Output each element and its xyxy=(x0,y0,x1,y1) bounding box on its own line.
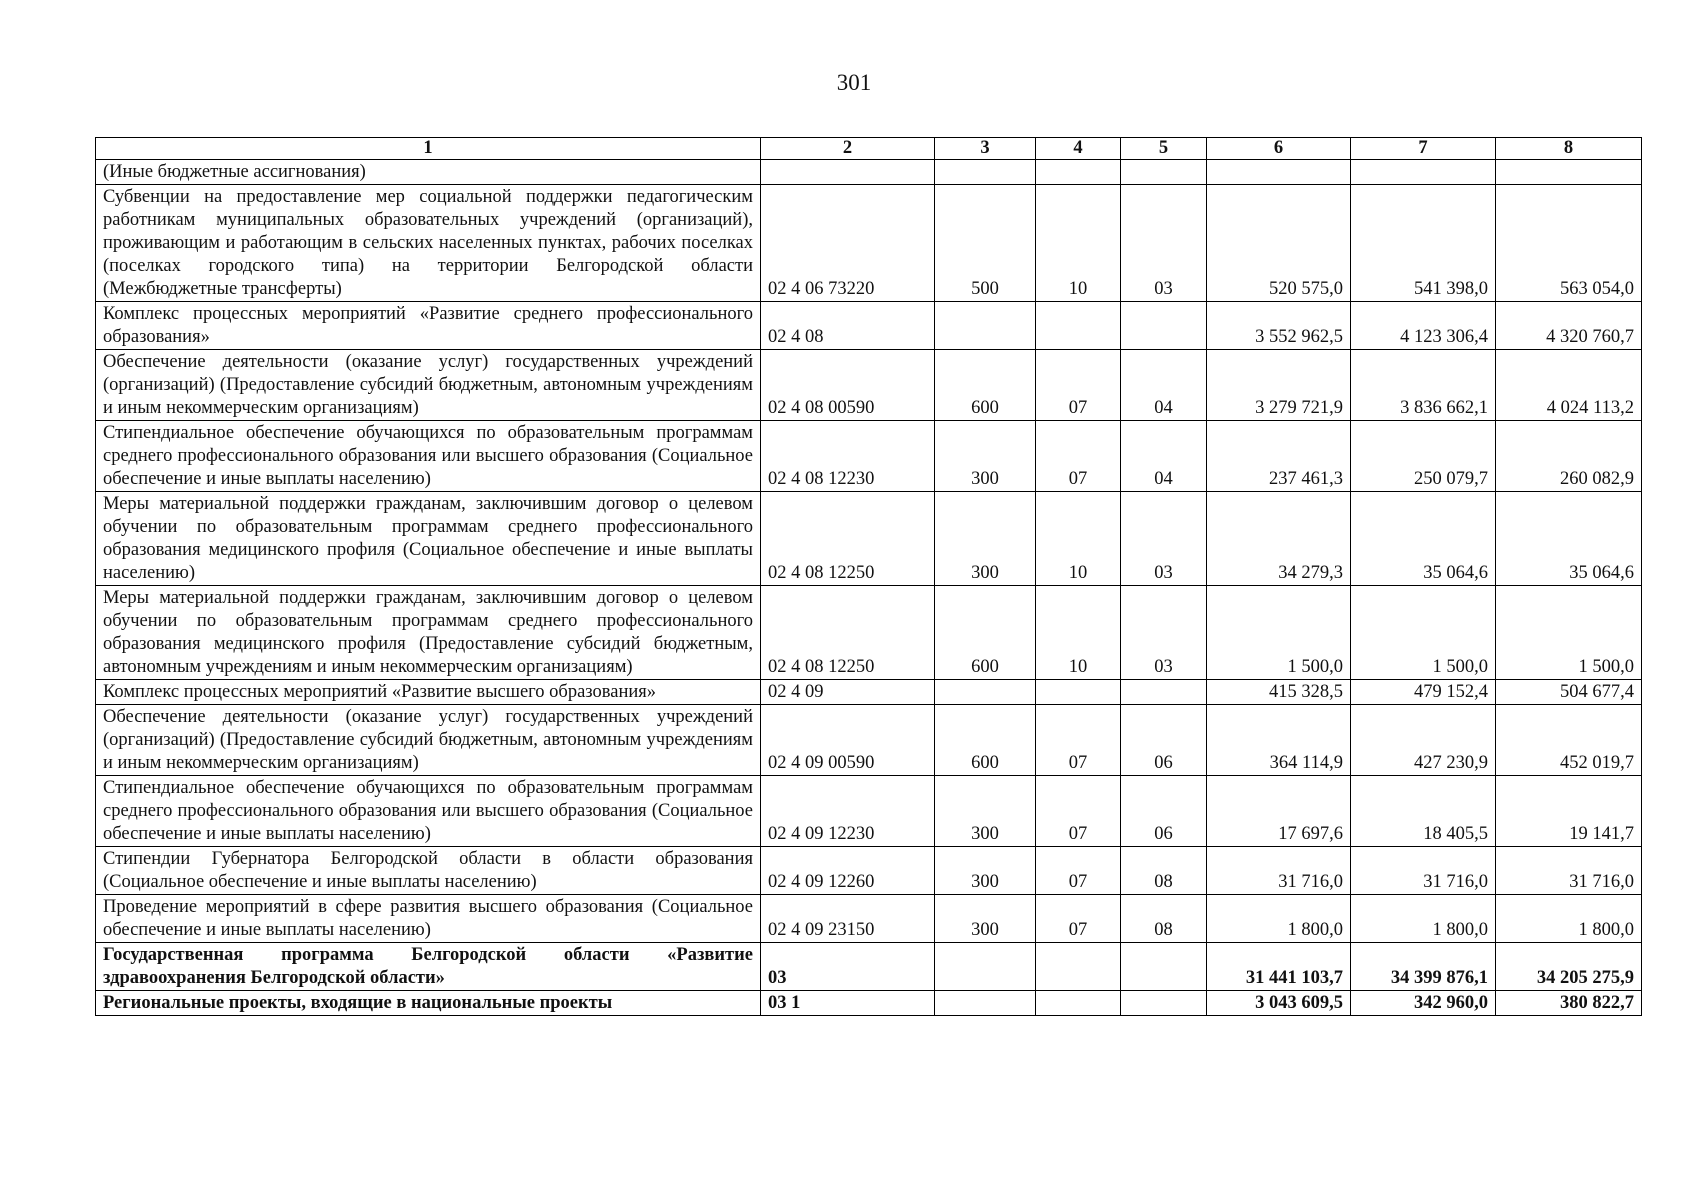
row-col4-cell xyxy=(1036,943,1121,991)
row-code-cell: 02 4 08 xyxy=(761,302,935,350)
table-row xyxy=(96,350,1642,421)
table-row xyxy=(96,302,1642,350)
row-code-cell: 02 4 06 73220 xyxy=(761,185,935,302)
row-col4-cell xyxy=(1036,302,1121,350)
row-code-cell: 02 4 08 12230 xyxy=(761,421,935,492)
row-code-cell: 03 xyxy=(761,943,935,991)
row-col7-value: 1 800,0 xyxy=(1351,895,1496,943)
row-col3-cell: 300 xyxy=(935,492,1036,586)
budget-table xyxy=(95,137,1642,1016)
row-col4-cell: 07 xyxy=(1036,705,1121,776)
row-name-cell: Региональные проекты, входящие в национальные проекты xyxy=(96,991,761,1016)
row-col6-value: 1 500,0 xyxy=(1207,586,1351,680)
column-header: 2 xyxy=(761,138,935,160)
row-col4-cell: 10 xyxy=(1036,492,1121,586)
row-code-cell: 02 4 08 12250 xyxy=(761,492,935,586)
row-col8-value: 4 320 760,7 xyxy=(1496,302,1642,350)
row-col5-cell xyxy=(1121,991,1207,1016)
row-col6-value: 520 575,0 xyxy=(1207,185,1351,302)
row-col6-value xyxy=(1207,160,1351,185)
table-row xyxy=(96,160,1642,185)
row-col3-cell: 300 xyxy=(935,421,1036,492)
row-col3-cell xyxy=(935,991,1036,1016)
row-col5-cell: 03 xyxy=(1121,586,1207,680)
row-col5-cell: 03 xyxy=(1121,492,1207,586)
row-col7-value: 541 398,0 xyxy=(1351,185,1496,302)
row-col6-value: 3 279 721,9 xyxy=(1207,350,1351,421)
table-row xyxy=(96,492,1642,586)
row-col4-cell: 07 xyxy=(1036,847,1121,895)
row-col7-value: 18 405,5 xyxy=(1351,776,1496,847)
table-row xyxy=(96,847,1642,895)
table-row xyxy=(96,991,1642,1016)
row-col5-cell: 03 xyxy=(1121,185,1207,302)
row-col3-cell: 600 xyxy=(935,586,1036,680)
row-name-cell: Обеспечение деятельности (оказание услуг) государственных учреждений (организаций) (Предоставление субсидий бюджетным, автономным учреждениям и иным некоммерческим организациям) xyxy=(96,350,761,421)
row-name-cell: Комплекс процессных мероприятий «Развитие среднего профессионального образования» xyxy=(96,302,761,350)
row-col8-value: 260 082,9 xyxy=(1496,421,1642,492)
column-header: 8 xyxy=(1496,138,1642,160)
row-col6-value: 3 552 962,5 xyxy=(1207,302,1351,350)
row-col5-cell xyxy=(1121,680,1207,705)
row-col7-value: 35 064,6 xyxy=(1351,492,1496,586)
row-col8-value: 34 205 275,9 xyxy=(1496,943,1642,991)
row-col8-value: 563 054,0 xyxy=(1496,185,1642,302)
row-code-cell: 02 4 08 12250 xyxy=(761,586,935,680)
row-code-cell: 02 4 09 xyxy=(761,680,935,705)
row-code-cell: 02 4 09 00590 xyxy=(761,705,935,776)
table-body xyxy=(96,160,1642,1016)
table-row xyxy=(96,586,1642,680)
row-col6-value: 31 716,0 xyxy=(1207,847,1351,895)
row-col3-cell xyxy=(935,302,1036,350)
row-name-cell: Проведение мероприятий в сфере развития высшего образования (Социальное обеспечение и иные выплаты населению) xyxy=(96,895,761,943)
row-name-cell: (Иные бюджетные ассигнования) xyxy=(96,160,761,185)
row-col4-cell: 10 xyxy=(1036,586,1121,680)
row-col3-cell: 300 xyxy=(935,776,1036,847)
row-col4-cell: 10 xyxy=(1036,185,1121,302)
row-col7-value: 250 079,7 xyxy=(1351,421,1496,492)
row-col4-cell: 07 xyxy=(1036,350,1121,421)
row-col6-value: 415 328,5 xyxy=(1207,680,1351,705)
row-name-cell: Государственная программа Белгородской области «Развитие здравоохранения Белгородской области» xyxy=(96,943,761,991)
row-col5-cell xyxy=(1121,160,1207,185)
row-col5-cell: 04 xyxy=(1121,421,1207,492)
page-number: 301 xyxy=(836,70,872,95)
row-col8-value: 35 064,6 xyxy=(1496,492,1642,586)
column-header: 5 xyxy=(1121,138,1207,160)
row-col7-value: 427 230,9 xyxy=(1351,705,1496,776)
header-row xyxy=(96,138,1642,160)
row-name-cell: Меры материальной поддержки гражданам, заключившим договор о целевом обучении по образовательным программам среднего профессионального образования медицинского профиля (Предоставление субсидий бюджетным, автономным учреждениям и иным некоммерческим организациям) xyxy=(96,586,761,680)
row-col8-value: 452 019,7 xyxy=(1496,705,1642,776)
row-name-cell: Стипендиальное обеспечение обучающихся по образовательным программам среднего профессионального образования или высшего образования (Социальное обеспечение и иные выплаты населению) xyxy=(96,776,761,847)
row-col4-cell xyxy=(1036,160,1121,185)
row-col8-value: 31 716,0 xyxy=(1496,847,1642,895)
row-code-cell: 02 4 09 23150 xyxy=(761,895,935,943)
row-col5-cell: 06 xyxy=(1121,705,1207,776)
table-row xyxy=(96,421,1642,492)
row-col3-cell xyxy=(935,680,1036,705)
column-header: 1 xyxy=(96,138,761,160)
column-header: 3 xyxy=(935,138,1036,160)
row-code-cell: 02 4 09 12230 xyxy=(761,776,935,847)
row-col6-value: 1 800,0 xyxy=(1207,895,1351,943)
column-header: 6 xyxy=(1207,138,1351,160)
row-col4-cell xyxy=(1036,680,1121,705)
row-col8-value: 19 141,7 xyxy=(1496,776,1642,847)
row-name-cell: Субвенции на предоставление мер социальной поддержки педагогическим работникам муниципальных образовательных учреждений (организаций), проживающим и работающим в сельских населенных пунктах, рабочих поселках (поселках городского типа) на территории Белгородской области (Межбюджетные трансферты) xyxy=(96,185,761,302)
row-col8-value: 504 677,4 xyxy=(1496,680,1642,705)
row-col7-value: 342 960,0 xyxy=(1351,991,1496,1016)
row-col3-cell: 300 xyxy=(935,895,1036,943)
row-col6-value: 3 043 609,5 xyxy=(1207,991,1351,1016)
row-name-cell: Комплекс процессных мероприятий «Развитие высшего образования» xyxy=(96,680,761,705)
column-header: 7 xyxy=(1351,138,1496,160)
row-name-cell: Стипендиальное обеспечение обучающихся по образовательным программам среднего профессионального образования или высшего образования (Социальное обеспечение и иные выплаты населению) xyxy=(96,421,761,492)
row-name-cell: Стипендии Губернатора Белгородской области в области образования (Социальное обеспечение и иные выплаты населению) xyxy=(96,847,761,895)
table-row xyxy=(96,705,1642,776)
row-name-cell: Обеспечение деятельности (оказание услуг) государственных учреждений (организаций) (Предоставление субсидий бюджетным, автономным учреждениям и иным некоммерческим организациям) xyxy=(96,705,761,776)
table-row xyxy=(96,680,1642,705)
row-col7-value: 4 123 306,4 xyxy=(1351,302,1496,350)
row-col5-cell xyxy=(1121,943,1207,991)
row-col7-value: 479 152,4 xyxy=(1351,680,1496,705)
row-col4-cell: 07 xyxy=(1036,895,1121,943)
row-name-cell: Меры материальной поддержки гражданам, заключившим договор о целевом обучении по образовательным программам среднего профессионального образования медицинского профиля (Социальное обеспечение и иные выплаты населению) xyxy=(96,492,761,586)
row-col8-value: 1 500,0 xyxy=(1496,586,1642,680)
table-row xyxy=(96,776,1642,847)
row-code-cell: 02 4 09 12260 xyxy=(761,847,935,895)
row-col7-value: 31 716,0 xyxy=(1351,847,1496,895)
row-col8-value xyxy=(1496,160,1642,185)
table-row xyxy=(96,943,1642,991)
row-col3-cell: 600 xyxy=(935,350,1036,421)
row-code-cell xyxy=(761,160,935,185)
row-col3-cell: 600 xyxy=(935,705,1036,776)
row-col6-value: 17 697,6 xyxy=(1207,776,1351,847)
row-col8-value: 4 024 113,2 xyxy=(1496,350,1642,421)
table-row xyxy=(96,895,1642,943)
row-col5-cell: 04 xyxy=(1121,350,1207,421)
row-col5-cell: 08 xyxy=(1121,895,1207,943)
row-col7-value: 3 836 662,1 xyxy=(1351,350,1496,421)
row-col6-value: 364 114,9 xyxy=(1207,705,1351,776)
row-code-cell: 02 4 08 00590 xyxy=(761,350,935,421)
row-col4-cell: 07 xyxy=(1036,776,1121,847)
row-col3-cell: 500 xyxy=(935,185,1036,302)
row-col3-cell: 300 xyxy=(935,847,1036,895)
column-header: 4 xyxy=(1036,138,1121,160)
row-col8-value: 380 822,7 xyxy=(1496,991,1642,1016)
row-col5-cell: 06 xyxy=(1121,776,1207,847)
row-col7-value: 1 500,0 xyxy=(1351,586,1496,680)
row-col6-value: 34 279,3 xyxy=(1207,492,1351,586)
row-col3-cell xyxy=(935,943,1036,991)
row-col6-value: 237 461,3 xyxy=(1207,421,1351,492)
row-col4-cell xyxy=(1036,991,1121,1016)
row-col8-value: 1 800,0 xyxy=(1496,895,1642,943)
row-col6-value: 31 441 103,7 xyxy=(1207,943,1351,991)
table-row xyxy=(96,185,1642,302)
row-col5-cell xyxy=(1121,302,1207,350)
row-col4-cell: 07 xyxy=(1036,421,1121,492)
row-col5-cell: 08 xyxy=(1121,847,1207,895)
row-col7-value: 34 399 876,1 xyxy=(1351,943,1496,991)
row-col3-cell xyxy=(935,160,1036,185)
row-code-cell: 03 1 xyxy=(761,991,935,1016)
row-col7-value xyxy=(1351,160,1496,185)
